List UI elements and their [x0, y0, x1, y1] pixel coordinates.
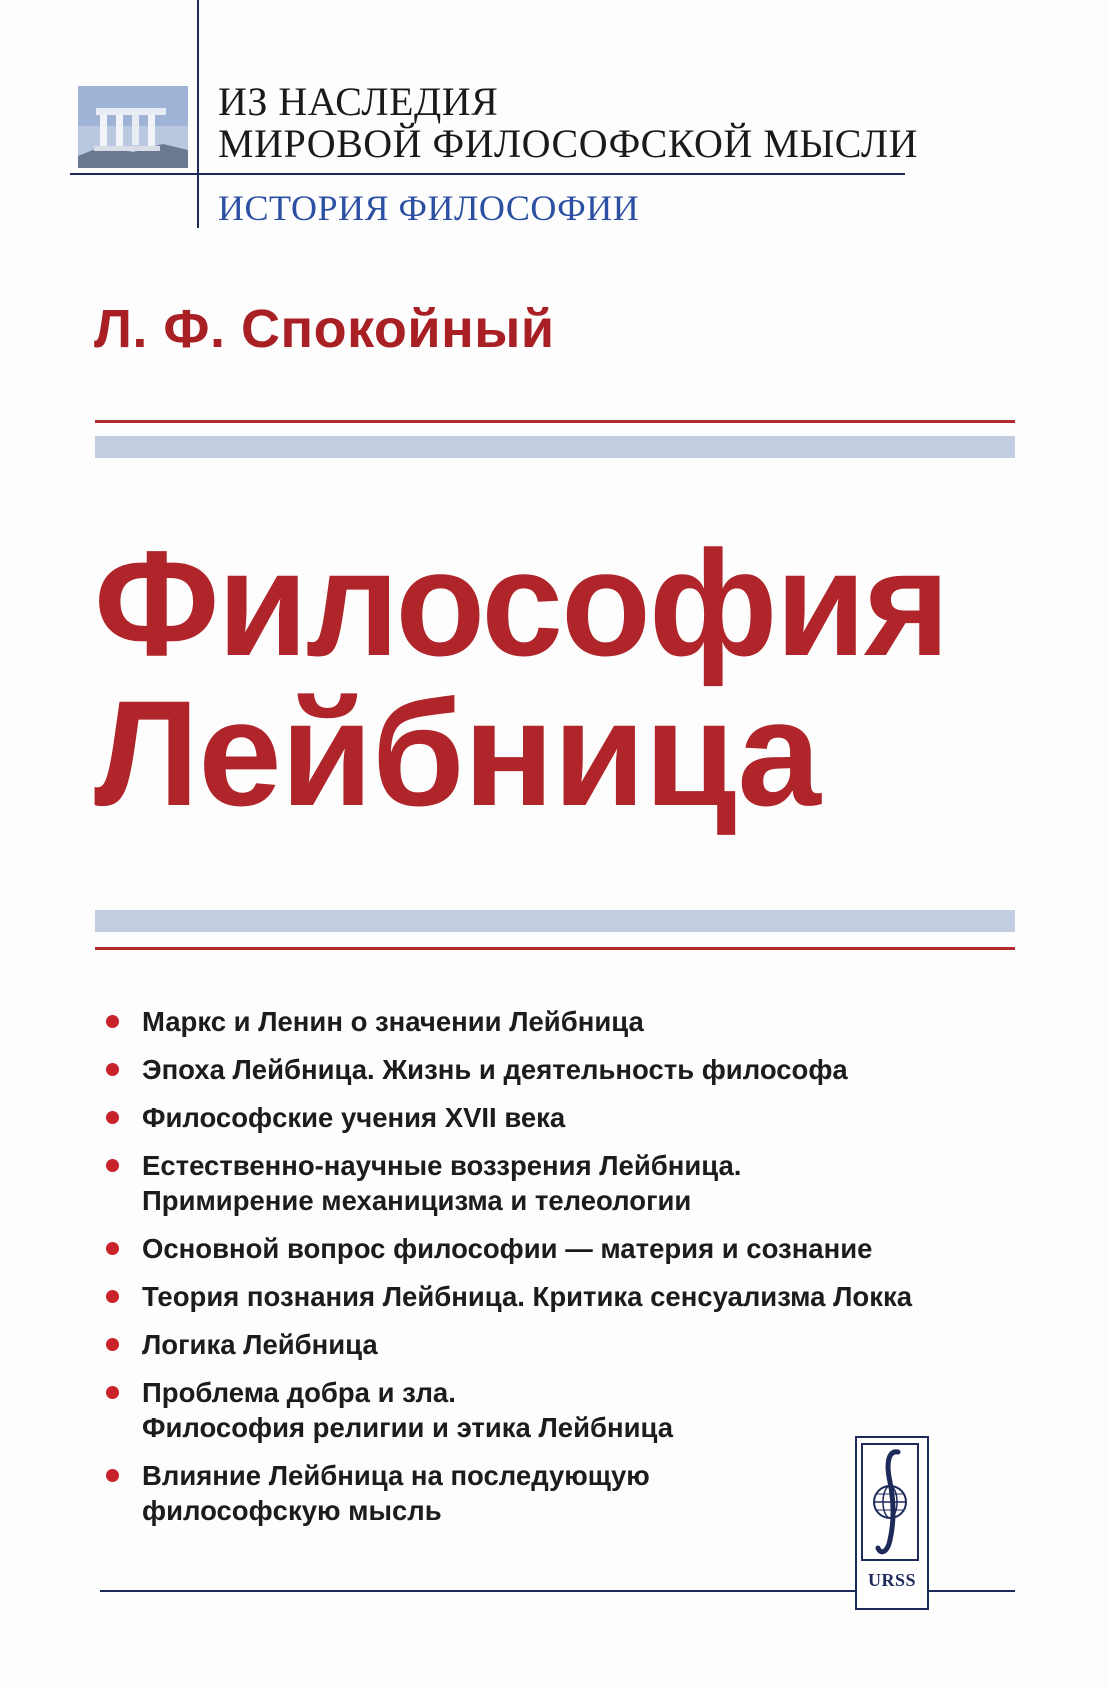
bullet-icon	[106, 1386, 119, 1399]
bullet-icon	[106, 1111, 119, 1124]
top-red-rule	[95, 420, 1015, 423]
bullet-icon	[106, 1159, 119, 1172]
bottom-blue-band	[95, 910, 1015, 932]
bullet-icon	[106, 1242, 119, 1255]
book-title-line2: Лейбница	[94, 669, 820, 837]
list-item: Эпоха Лейбница. Жизнь и деятельность философа	[104, 1052, 1024, 1087]
bullet-icon	[106, 1063, 119, 1076]
list-item: Теория познания Лейбница. Критика сенсуализма Локка	[104, 1279, 1024, 1314]
author-name: Л. Ф. Спокойный	[94, 299, 555, 359]
bullet-icon	[106, 1290, 119, 1303]
series-subtitle: ИСТОРИЯ ФИЛОСОФИИ	[218, 188, 640, 228]
ancient-temple-ruins-icon	[78, 86, 188, 168]
bullet-icon	[106, 1469, 119, 1482]
series-horizontal-rule	[70, 173, 905, 175]
top-blue-band	[95, 436, 1015, 458]
list-item: Влияние Лейбница на последующую философскую мысль	[104, 1458, 1024, 1528]
bullet-icon	[106, 1338, 119, 1351]
series-title-line2: МИРОВОЙ ФИЛОСОФСКОЙ МЫСЛИ	[218, 121, 918, 166]
list-item: Проблема добра и зла. Философия религии и этика Лейбница	[104, 1375, 1024, 1445]
list-item: Логика Лейбница	[104, 1327, 1024, 1362]
list-item: Маркс и Ленин о значении Лейбница	[104, 1004, 1024, 1039]
bullet-icon	[106, 1015, 119, 1028]
publisher-name: URSS	[867, 1570, 917, 1590]
integral-globe-icon	[860, 1442, 920, 1562]
series-vertical-rule	[197, 0, 199, 228]
list-item: Философские учения XVII века	[104, 1100, 1024, 1135]
list-item: Естественно-научные воззрения Лейбница. Примирение механицизма и телеологии	[104, 1148, 1024, 1218]
list-item: Основной вопрос философии — материя и сознание	[104, 1231, 1024, 1266]
series-title-line1: ИЗ НАСЛЕДИЯ	[218, 79, 499, 124]
bottom-red-rule	[95, 947, 1015, 950]
book-title-line1: Философия	[94, 519, 948, 687]
